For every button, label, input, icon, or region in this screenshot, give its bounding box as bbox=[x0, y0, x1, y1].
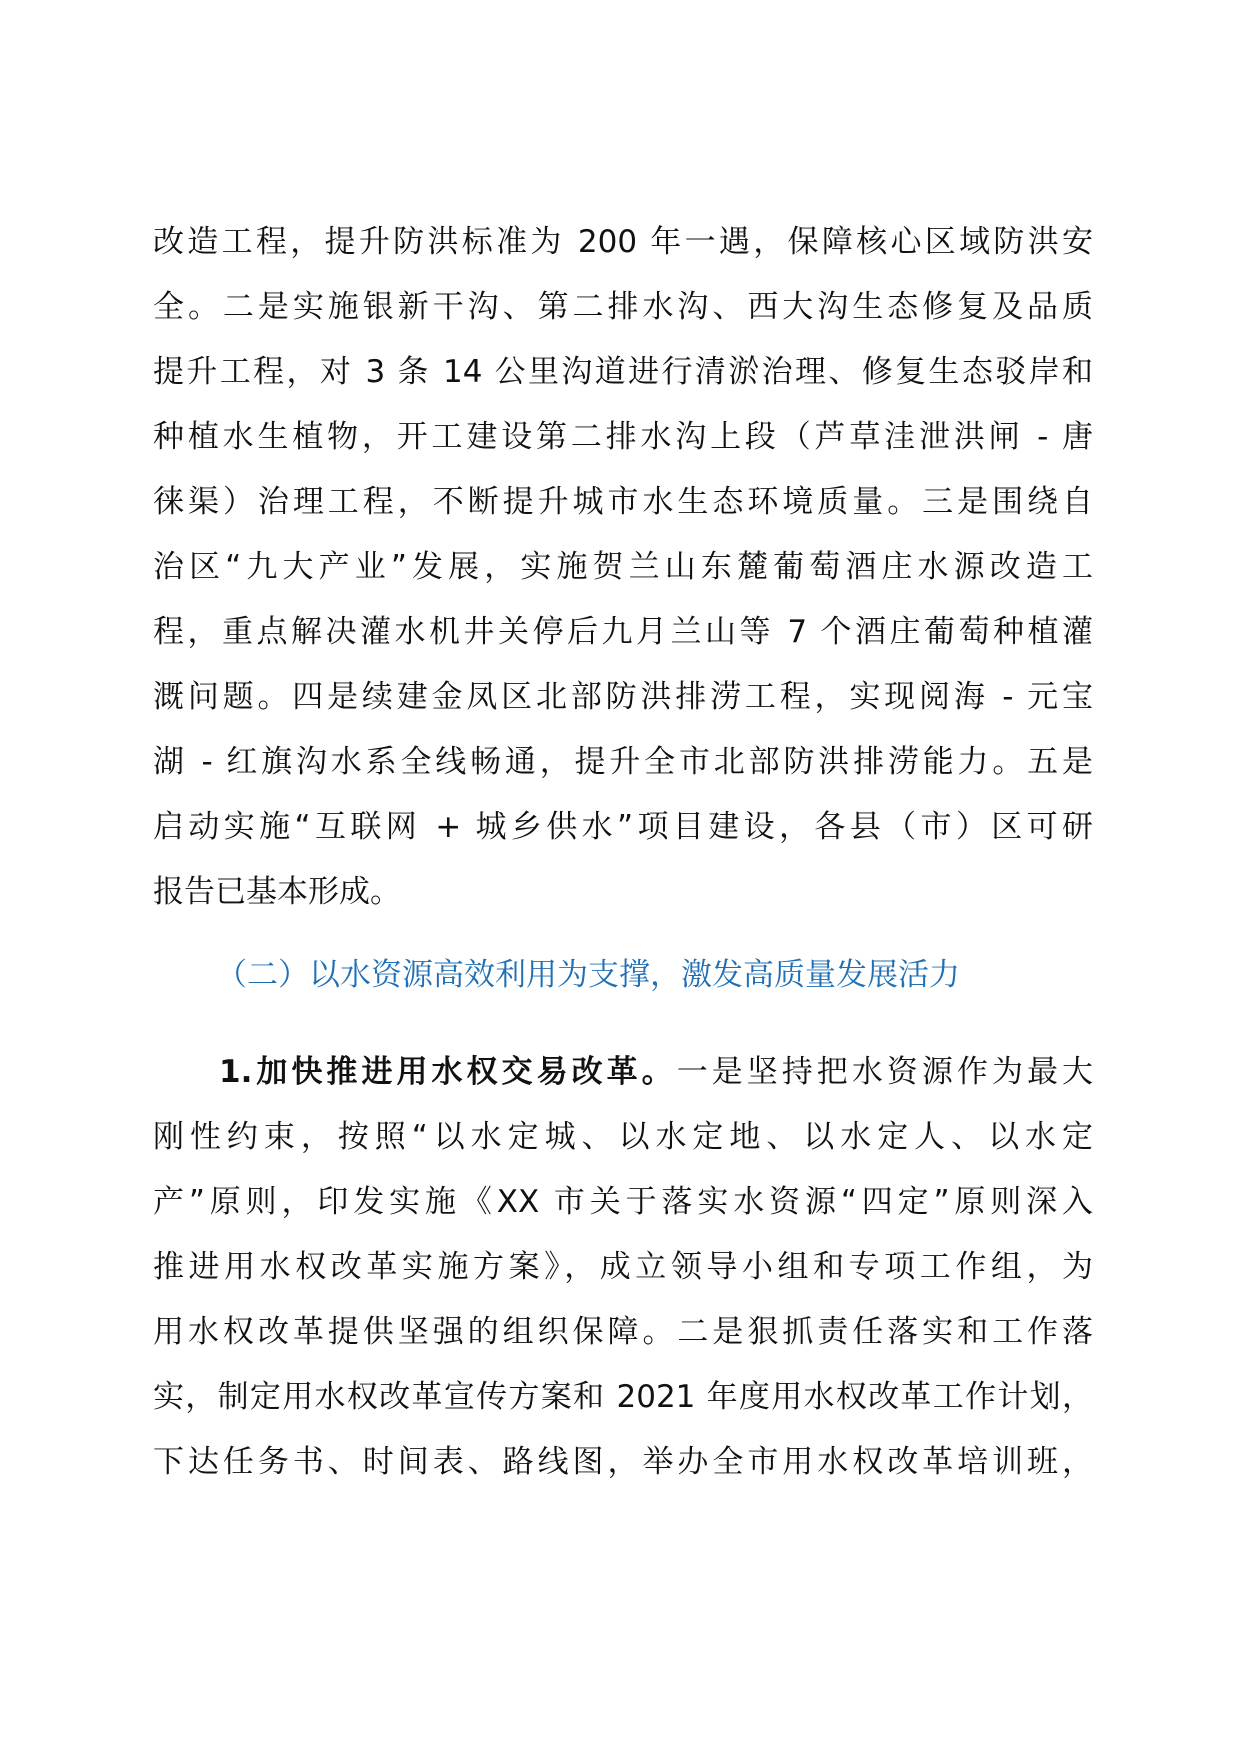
paragraph-line: 报告已基本形成。 bbox=[153, 874, 401, 910]
paragraph-line: 推进用水权改革实施方案》，成立领导小组和专项工作组，为 bbox=[153, 1249, 1093, 1285]
paragraph-line: 溉问题。四是续建金凤区北部防洪排涝工程，实现阅海 - 元宝 bbox=[153, 679, 1093, 715]
paragraph-line: 全。二是实施银新干沟、第二排水沟、西大沟生态修复及品质 bbox=[153, 289, 1093, 325]
paragraph-water-rights-reform bbox=[153, 1040, 1093, 1495]
paragraph-line: 治区“九大产业”发展，实施贺兰山东麓葡萄酒庄水源改造工 bbox=[153, 549, 1093, 585]
paragraph-line-text: 一是坚持把水资源作为最大 bbox=[676, 1054, 1093, 1090]
paragraph-line: 下达任务书、时间表、路线图，举办全市用水权改革培训班， bbox=[153, 1444, 1093, 1480]
paragraph-line: 徕渠）治理工程，不断提升城市水生态环境质量。三是围绕自 bbox=[153, 484, 1093, 520]
paragraph-line: 刚性约束，按照“以水定城、以水定地、以水定人、以水定 bbox=[153, 1119, 1093, 1155]
paragraph-line: 启动实施“互联网 + 城乡供水”项目建设，各县（市）区可研 bbox=[153, 809, 1093, 845]
subsection-title: 1.加快推进用水权交易改革。 bbox=[219, 1054, 677, 1090]
paragraph-first-line bbox=[153, 1040, 1093, 1105]
paragraph-water-projects bbox=[153, 210, 1093, 925]
paragraph-line: 提升工程，对 3 条 14 公里沟道进行清淤治理、修复生态驳岸和 bbox=[153, 354, 1093, 390]
paragraph-line: 湖 - 红旗沟水系全线畅通，提升全市北部防洪排涝能力。五是 bbox=[153, 744, 1093, 780]
paragraph-line: 产”原则，印发实施《XX 市关于落实水资源“四定”原则深入 bbox=[153, 1184, 1093, 1220]
paragraph-line: 用水权改革提供坚强的组织保障。二是狠抓责任落实和工作落 bbox=[153, 1314, 1093, 1350]
paragraph-line: 种植水生植物，开工建设第二排水沟上段（芦草洼泄洪闸 - 唐 bbox=[153, 419, 1093, 455]
paragraph-line: 改造工程，提升防洪标准为 200 年一遇，保障核心区域防洪安 bbox=[153, 224, 1093, 260]
section-heading: （二）以水资源高效利用为支撑，激发高质量发展活力 bbox=[216, 957, 960, 993]
paragraph-line: 程，重点解决灌水机井关停后九月兰山等 7 个酒庄葡萄种植灌 bbox=[153, 614, 1093, 650]
paragraph-line: 实，制定用水权改革宣传方案和 2021 年度用水权改革工作计划， bbox=[153, 1379, 1093, 1415]
